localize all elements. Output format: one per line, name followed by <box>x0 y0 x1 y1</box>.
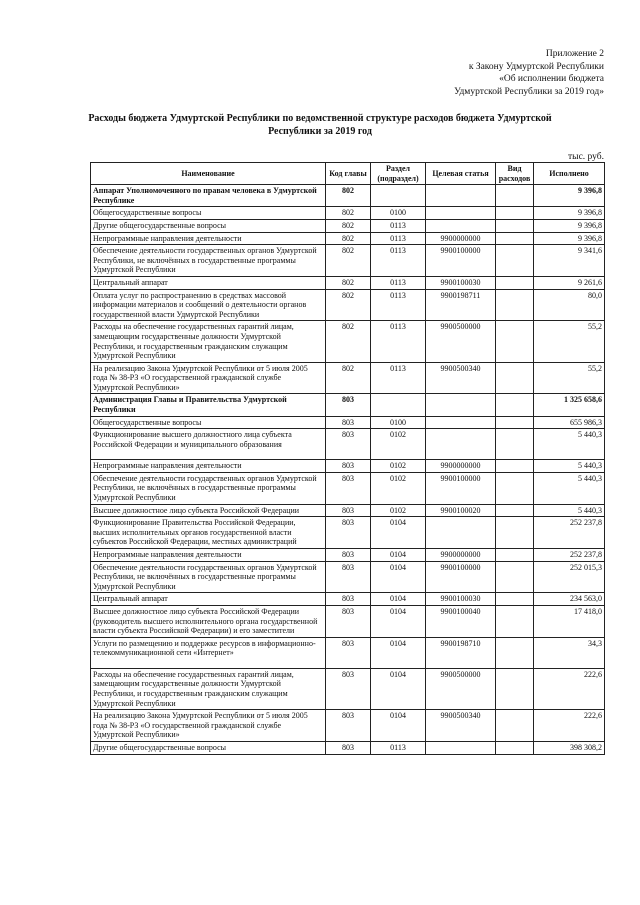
cell-executed: 34,3 <box>534 637 605 668</box>
table-row <box>91 232 605 245</box>
appendix-line: Приложение 2 <box>545 49 604 59</box>
cell-executed: 55,2 <box>534 362 605 394</box>
cell-kind <box>496 504 534 517</box>
table-row <box>91 637 605 668</box>
cell-kind <box>496 593 534 606</box>
cell-executed: 9 261,6 <box>534 276 605 289</box>
cell-target: 9900000000 <box>426 460 496 473</box>
cell-executed: 55,2 <box>534 321 605 362</box>
cell-kind <box>496 276 534 289</box>
cell-kind <box>496 362 534 394</box>
cell-executed: 655 986,3 <box>534 416 605 429</box>
cell-code: 802 <box>326 232 371 245</box>
cell-section: 0104 <box>371 637 426 668</box>
cell-name: Обеспечение деятельности государственных органов Удмуртской Республики, не включённых в государственные программы Удмуртской Республики <box>91 472 326 504</box>
cell-name: Общегосударственные вопросы <box>91 416 326 429</box>
cell-executed: 9 341,6 <box>534 245 605 277</box>
cell-target <box>426 207 496 220</box>
cell-kind <box>496 219 534 232</box>
cell-kind <box>496 185 534 207</box>
cell-kind <box>496 460 534 473</box>
cell-target: 9900000000 <box>426 549 496 562</box>
table-row <box>91 429 605 460</box>
cell-kind <box>496 637 534 668</box>
table-row <box>91 276 605 289</box>
cell-name: Аппарат Уполномоченного по правам человека в Удмуртской Республике <box>91 185 326 207</box>
cell-code: 802 <box>326 276 371 289</box>
cell-section: 0113 <box>371 741 426 754</box>
cell-name: На реализацию Закона Удмуртской Республики от 5 июля 2005 года № 38-РЗ «О государственной гражданской службе Удмуртской Республики» <box>91 362 326 394</box>
cell-code: 803 <box>326 593 371 606</box>
cell-name: Обеспечение деятельности государственных органов Удмуртской Республики, не включённых в государственные программы Удмуртской Республики <box>91 561 326 593</box>
cell-kind <box>496 207 534 220</box>
cell-target: 9900500340 <box>426 362 496 394</box>
cell-section: 0104 <box>371 593 426 606</box>
cell-code: 803 <box>326 668 371 709</box>
cell-section <box>371 394 426 416</box>
table-row <box>91 207 605 220</box>
cell-target <box>426 394 496 416</box>
cell-target <box>426 416 496 429</box>
cell-section: 0113 <box>371 276 426 289</box>
cell-section: 0102 <box>371 504 426 517</box>
cell-target: 9900100040 <box>426 605 496 637</box>
header-executed: Исполнено <box>534 163 605 185</box>
cell-executed: 252 237,8 <box>534 517 605 549</box>
cell-code: 803 <box>326 429 371 460</box>
cell-code: 802 <box>326 362 371 394</box>
cell-name: Непрограммные направления деятельности <box>91 549 326 562</box>
appendix-line: к Закону Удмуртской Республики <box>468 61 604 72</box>
cell-target: 9900100030 <box>426 276 496 289</box>
table-row <box>91 517 605 549</box>
header-kind: Вид расходов <box>496 163 534 185</box>
cell-name: Непрограммные направления деятельности <box>91 232 326 245</box>
cell-name: Высшее должностное лицо субъекта Российской Федерации (руководитель высшего исполнительного органа государственной власти субъекта Российской Федерации) и его заместители <box>91 605 326 637</box>
cell-executed: 234 563,0 <box>534 593 605 606</box>
table-row <box>91 605 605 637</box>
table-row <box>91 593 605 606</box>
document-title <box>60 112 580 138</box>
cell-target <box>426 429 496 460</box>
table-row <box>91 741 605 754</box>
cell-executed: 398 308,2 <box>534 741 605 754</box>
cell-name: Функционирование Правительства Российской Федерации, высших исполнительных органов государственной власти субъектов Российской Федерации, местных администраций <box>91 517 326 549</box>
header-code: Код главы <box>326 163 371 185</box>
cell-name: Администрация Главы и Правительства Удмуртской Республики <box>91 394 326 416</box>
cell-executed: 5 440,3 <box>534 460 605 473</box>
cell-executed: 5 440,3 <box>534 504 605 517</box>
table-row <box>91 460 605 473</box>
cell-name: Услуги по размещению и поддержке ресурсов в информационно-телекоммуникационной сети «Интернет» <box>91 637 326 668</box>
cell-target: 9900000000 <box>426 232 496 245</box>
cell-executed: 252 237,8 <box>534 549 605 562</box>
cell-target: 9900500340 <box>426 710 496 742</box>
table-row <box>91 185 605 207</box>
cell-section: 0100 <box>371 207 426 220</box>
cell-code: 803 <box>326 549 371 562</box>
cell-section: 0113 <box>371 219 426 232</box>
header-name: Наименование <box>91 163 326 185</box>
cell-name: На реализацию Закона Удмуртской Республики от 5 июля 2005 года № 38-РЗ «О государственной гражданской службе Удмуртской Республики» <box>91 710 326 742</box>
cell-section: 0104 <box>371 517 426 549</box>
cell-code: 803 <box>326 561 371 593</box>
cell-target: 9900198711 <box>426 289 496 321</box>
title-line-1: Расходы бюджета Удмуртской Республики по ведомственной структуре расходов бюджета Удмуртской <box>88 113 552 124</box>
cell-kind <box>496 605 534 637</box>
table-row <box>91 668 605 709</box>
cell-code: 802 <box>326 219 371 232</box>
cell-executed: 222,6 <box>534 710 605 742</box>
cell-section: 0104 <box>371 549 426 562</box>
cell-code: 802 <box>326 207 371 220</box>
cell-kind <box>496 289 534 321</box>
cell-executed: 80,0 <box>534 289 605 321</box>
cell-kind <box>496 416 534 429</box>
cell-code: 802 <box>326 321 371 362</box>
cell-name: Другие общегосударственные вопросы <box>91 741 326 754</box>
cell-executed: 9 396,8 <box>534 207 605 220</box>
cell-target <box>426 517 496 549</box>
header-section: Раздел (подраздел) <box>371 163 426 185</box>
cell-code: 803 <box>326 460 371 473</box>
cell-target: 9900500000 <box>426 321 496 362</box>
cell-target: 9900100000 <box>426 561 496 593</box>
table-row <box>91 321 605 362</box>
cell-code: 802 <box>326 289 371 321</box>
cell-executed: 9 396,8 <box>534 185 605 207</box>
table-body <box>91 185 605 754</box>
cell-code: 803 <box>326 472 371 504</box>
cell-kind <box>496 668 534 709</box>
cell-kind <box>496 710 534 742</box>
table-row <box>91 561 605 593</box>
cell-kind <box>496 472 534 504</box>
table-row <box>91 289 605 321</box>
appendix-line: «Об исполнении бюджета <box>499 74 604 84</box>
cell-section: 0100 <box>371 416 426 429</box>
cell-target: 9900500000 <box>426 668 496 709</box>
cell-section: 0113 <box>371 245 426 277</box>
cell-name: Центральный аппарат <box>91 593 326 606</box>
cell-kind <box>496 549 534 562</box>
cell-kind <box>496 245 534 277</box>
table-row <box>91 219 605 232</box>
cell-code: 803 <box>326 637 371 668</box>
cell-name: Расходы на обеспечение государственных гарантий лицам, замещающим государственные должности Удмуртской Республики, и государственным гражданским служащим Удмуртской Республики <box>91 321 326 362</box>
cell-executed: 1 325 658,6 <box>534 394 605 416</box>
cell-section: 0104 <box>371 605 426 637</box>
units-label: тыс. руб. <box>568 152 604 162</box>
cell-code: 803 <box>326 710 371 742</box>
table-row <box>91 472 605 504</box>
cell-section: 0102 <box>371 460 426 473</box>
cell-executed: 5 440,3 <box>534 429 605 460</box>
cell-executed: 222,6 <box>534 668 605 709</box>
cell-target: 9900100000 <box>426 472 496 504</box>
cell-section: 0102 <box>371 472 426 504</box>
cell-section: 0113 <box>371 321 426 362</box>
cell-executed: 252 015,3 <box>534 561 605 593</box>
table-row <box>91 504 605 517</box>
cell-target: 9900100000 <box>426 245 496 277</box>
cell-code: 803 <box>326 605 371 637</box>
cell-name: Непрограммные направления деятельности <box>91 460 326 473</box>
cell-name: Оплата услуг по распространению в средствах массовой информации материалов и сообщений о деятельности органов государственной власти Удмуртской Республики <box>91 289 326 321</box>
cell-section: 0104 <box>371 710 426 742</box>
title-line-2: Республики за 2019 год <box>268 126 372 137</box>
cell-name: Центральный аппарат <box>91 276 326 289</box>
cell-code: 802 <box>326 245 371 277</box>
cell-target <box>426 741 496 754</box>
cell-code: 802 <box>326 185 371 207</box>
cell-target <box>426 185 496 207</box>
cell-executed: 9 396,8 <box>534 232 605 245</box>
cell-executed: 17 418,0 <box>534 605 605 637</box>
cell-executed: 5 440,3 <box>534 472 605 504</box>
cell-code: 803 <box>326 416 371 429</box>
cell-section: 0104 <box>371 561 426 593</box>
cell-kind <box>496 394 534 416</box>
cell-section <box>371 185 426 207</box>
expenses-table <box>90 162 605 755</box>
appendix-line: Удмуртской Республики за 2019 год» <box>454 86 604 97</box>
table-row <box>91 245 605 277</box>
cell-name: Общегосударственные вопросы <box>91 207 326 220</box>
cell-kind <box>496 321 534 362</box>
cell-section: 0102 <box>371 429 426 460</box>
cell-target: 9900100030 <box>426 593 496 606</box>
cell-section: 0113 <box>371 232 426 245</box>
table-header-row <box>91 163 605 185</box>
cell-name: Обеспечение деятельности государственных органов Удмуртской Республики, не включённых в государственные программы Удмуртской Республики <box>91 245 326 277</box>
table-row <box>91 549 605 562</box>
cell-kind <box>496 232 534 245</box>
cell-code: 803 <box>326 517 371 549</box>
cell-name: Другие общегосударственные вопросы <box>91 219 326 232</box>
cell-section: 0104 <box>371 668 426 709</box>
cell-kind <box>496 429 534 460</box>
cell-executed: 9 396,8 <box>534 219 605 232</box>
cell-code: 803 <box>326 741 371 754</box>
cell-section: 0113 <box>371 289 426 321</box>
cell-kind <box>496 517 534 549</box>
cell-code: 803 <box>326 394 371 416</box>
cell-kind <box>496 561 534 593</box>
cell-code: 803 <box>326 504 371 517</box>
cell-name: Высшее должностное лицо субъекта Российской Федерации <box>91 504 326 517</box>
table-row <box>91 362 605 394</box>
table-row <box>91 710 605 742</box>
cell-target: 9900100020 <box>426 504 496 517</box>
cell-kind <box>496 741 534 754</box>
cell-target: 9900198710 <box>426 637 496 668</box>
cell-target <box>426 219 496 232</box>
cell-name: Расходы на обеспечение государственных гарантий лицам, замещающим государственные должности Удмуртской Республики, и государственным гражданским служащим Удмуртской Республики <box>91 668 326 709</box>
table-row <box>91 394 605 416</box>
appendix-note <box>454 48 604 98</box>
table-row <box>91 416 605 429</box>
header-target: Целевая статья <box>426 163 496 185</box>
cell-section: 0113 <box>371 362 426 394</box>
cell-name: Функционирование высшего должностного лица субъекта Российской Федерации и муниципального образования <box>91 429 326 460</box>
